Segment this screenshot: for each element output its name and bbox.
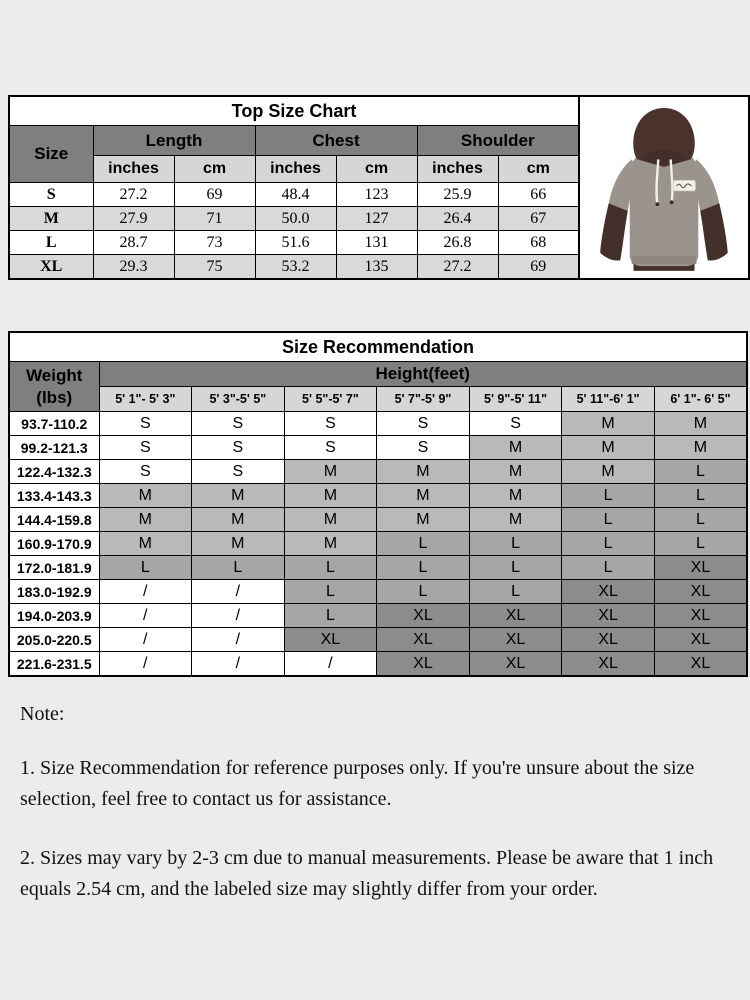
table-row [9, 508, 747, 532]
size-reco-cell: S [192, 436, 285, 460]
size-recommendation-body [9, 412, 747, 677]
size-reco-cell: L [654, 484, 747, 508]
note-section [20, 703, 734, 906]
weight-header-line2: (lbs) [36, 387, 73, 407]
size-reco-cell: L [562, 484, 655, 508]
size-reco-cell: XL [377, 652, 470, 677]
size-reco-cell: L [469, 556, 562, 580]
measurement-cell: 66 [498, 183, 579, 207]
size-recommendation-table [8, 331, 748, 677]
table-row [9, 604, 747, 628]
drawstring-tip-left [655, 202, 659, 206]
measurement-cell: 26.4 [417, 207, 498, 231]
measurement-cell: 135 [336, 255, 417, 280]
size-reco-cell: M [99, 484, 192, 508]
weight-range: 133.4-143.3 [9, 484, 99, 508]
size-reco-cell: M [99, 532, 192, 556]
size-reco-cell: XL [654, 652, 747, 677]
weight-range: 144.4-159.8 [9, 508, 99, 532]
measurement-cell: 28.7 [93, 231, 174, 255]
size-reco-cell: S [377, 436, 470, 460]
table-row [9, 580, 747, 604]
weight-range: 194.0-203.9 [9, 604, 99, 628]
measurement-cell: 51.6 [255, 231, 336, 255]
weight-range: 122.4-132.3 [9, 460, 99, 484]
hoodie-hem-band [632, 255, 697, 264]
weight-range: 99.2-121.3 [9, 436, 99, 460]
unit-header: inches [93, 156, 174, 183]
size-reco-cell: / [192, 628, 285, 652]
unit-header: inches [255, 156, 336, 183]
weight-range: 221.6-231.5 [9, 652, 99, 677]
size-column-header: Size [9, 126, 93, 183]
size-reco-cell: XL [377, 604, 470, 628]
weight-range: 205.0-220.5 [9, 628, 99, 652]
size-reco-cell: L [99, 556, 192, 580]
size-reco-cell: S [284, 436, 377, 460]
size-reco-cell: XL [469, 604, 562, 628]
size-reco-cell: / [99, 604, 192, 628]
size-reco-cell: M [469, 436, 562, 460]
measurement-cell: 69 [498, 255, 579, 280]
size-reco-cell: M [562, 460, 655, 484]
table-row [9, 255, 579, 280]
size-reco-cell: XL [654, 628, 747, 652]
size-reco-cell: M [562, 412, 655, 436]
size-reco-cell: L [284, 580, 377, 604]
measurement-cell: 69 [174, 183, 255, 207]
size-reco-cell: XL [562, 604, 655, 628]
measurement-cell: 73 [174, 231, 255, 255]
size-reco-cell: M [377, 460, 470, 484]
size-reco-cell: M [284, 508, 377, 532]
size-reco-cell: XL [654, 580, 747, 604]
hoodie-product-image [584, 99, 744, 277]
size-reco-cell: L [377, 556, 470, 580]
group-header-row [9, 126, 579, 156]
unit-header: cm [174, 156, 255, 183]
size-reco-cell: S [284, 412, 377, 436]
size-reco-cell: M [192, 508, 285, 532]
weight-header-line1: Weight [26, 366, 83, 386]
size-reco-cell: XL [562, 652, 655, 677]
table-row [9, 628, 747, 652]
height-group-header: Height(feet) [99, 362, 747, 387]
hoodie-neck-opening [644, 150, 684, 163]
measurement-cell: 50.0 [255, 207, 336, 231]
size-reco-cell: L [284, 556, 377, 580]
chest-group-header: Chest [255, 126, 417, 156]
height-range-header: 5' 3"-5' 5" [192, 387, 285, 412]
size-reco-cell: XL [377, 628, 470, 652]
unit-header: cm [336, 156, 417, 183]
measurement-cell: 27.2 [417, 255, 498, 280]
header-row-1 [9, 362, 747, 387]
size-reco-cell: M [469, 508, 562, 532]
size-reco-cell: L [562, 556, 655, 580]
size-reco-cell: / [99, 628, 192, 652]
size-reco-cell: S [469, 412, 562, 436]
size-reco-cell: S [377, 412, 470, 436]
size-reco-cell: XL [284, 628, 377, 652]
table-title-row [9, 96, 579, 126]
top-size-chart-body [9, 183, 579, 280]
measurement-cell: 71 [174, 207, 255, 231]
weight-range: 93.7-110.2 [9, 412, 99, 436]
size-reco-cell: L [469, 532, 562, 556]
size-label: XL [9, 255, 93, 280]
height-range-header: 5' 9"-5' 11" [469, 387, 562, 412]
height-range-header: 5' 5"-5' 7" [284, 387, 377, 412]
height-range-header: 5' 7"-5' 9" [377, 387, 470, 412]
size-reco-cell: M [192, 484, 285, 508]
table-row [9, 412, 747, 436]
size-reco-cell: / [192, 604, 285, 628]
measurement-cell: 131 [336, 231, 417, 255]
size-reco-cell: / [99, 580, 192, 604]
size-reco-cell: / [192, 580, 285, 604]
size-reco-cell: L [654, 532, 747, 556]
measurement-cell: 67 [498, 207, 579, 231]
measurement-cell: 127 [336, 207, 417, 231]
table-row [9, 556, 747, 580]
size-reco-cell: S [99, 460, 192, 484]
size-reco-cell: M [469, 460, 562, 484]
height-range-header: 5' 11"-6' 1" [562, 387, 655, 412]
size-reco-cell: L [377, 532, 470, 556]
size-reco-cell: S [192, 460, 285, 484]
size-reco-cell: L [562, 508, 655, 532]
table-row [9, 436, 747, 460]
measurement-cell: 123 [336, 183, 417, 207]
table-row [9, 484, 747, 508]
size-reco-cell: / [192, 652, 285, 677]
measurement-cell: 75 [174, 255, 255, 280]
size-label: M [9, 207, 93, 231]
size-reco-cell: L [192, 556, 285, 580]
size-reco-cell: / [99, 652, 192, 677]
weight-column-header [9, 362, 99, 412]
height-ranges-row [9, 387, 747, 412]
size-reco-cell: L [377, 580, 470, 604]
size-reco-cell: M [284, 460, 377, 484]
unit-header: cm [498, 156, 579, 183]
measurement-cell: 27.9 [93, 207, 174, 231]
size-reco-cell: M [654, 436, 747, 460]
note-heading: Note: [20, 703, 65, 725]
size-reco-cell: M [284, 484, 377, 508]
size-reco-cell: XL [469, 628, 562, 652]
shoulder-group-header: Shoulder [417, 126, 579, 156]
table-row [9, 532, 747, 556]
size-reco-cell: M [192, 532, 285, 556]
table-row [9, 231, 579, 255]
measurement-cell: 53.2 [255, 255, 336, 280]
weight-range: 172.0-181.9 [9, 556, 99, 580]
size-reco-cell: XL [469, 652, 562, 677]
size-reco-cell: S [99, 436, 192, 460]
table-title-row [9, 332, 747, 362]
size-reco-cell: M [654, 412, 747, 436]
hoodie-body [630, 157, 699, 266]
size-reco-cell: XL [562, 580, 655, 604]
table-row [9, 183, 579, 207]
size-reco-cell: XL [562, 628, 655, 652]
size-reco-cell: M [377, 508, 470, 532]
size-reco-cell: M [377, 484, 470, 508]
size-reco-cell: XL [654, 604, 747, 628]
size-reco-cell: L [562, 532, 655, 556]
table-row [9, 652, 747, 677]
measurement-cell: 29.3 [93, 255, 174, 280]
product-photo-frame [580, 95, 750, 280]
size-reco-cell: S [192, 412, 285, 436]
table-row [9, 460, 747, 484]
weight-range: 160.9-170.9 [9, 532, 99, 556]
top-size-chart-title: Top Size Chart [9, 96, 579, 126]
weight-range: 183.0-192.9 [9, 580, 99, 604]
measurement-cell: 25.9 [417, 183, 498, 207]
top-size-chart-table [8, 95, 580, 280]
length-group-header: Length [93, 126, 255, 156]
size-reco-cell: M [469, 484, 562, 508]
size-reco-cell: L [654, 508, 747, 532]
units-row [9, 156, 579, 183]
measurement-cell: 48.4 [255, 183, 336, 207]
note-item-1: 1. Size Recommendation for reference purposes only. If you're unsure about the size selection, feel free to contact us for assistance. [20, 757, 695, 811]
measurement-cell: 27.2 [93, 183, 174, 207]
top-size-chart-section [8, 95, 750, 280]
note-item-2: 2. Sizes may vary by 2-3 cm due to manual measurements. Please be aware that 1 inch equals 2.54 cm, and the labeled size may slightly differ from your order. [20, 846, 714, 901]
height-range-header: 5' 1"- 5' 3" [99, 387, 192, 412]
height-range-header: 6' 1"- 6' 5" [654, 387, 747, 412]
drawstring-tip-right [670, 200, 674, 204]
size-reco-cell: M [99, 508, 192, 532]
size-recommendation-title: Size Recommendation [9, 332, 747, 362]
measurement-cell: 68 [498, 231, 579, 255]
size-reco-cell: / [284, 652, 377, 677]
measurement-cell: 26.8 [417, 231, 498, 255]
size-reco-cell: XL [654, 556, 747, 580]
size-label: S [9, 183, 93, 207]
size-reco-cell: M [562, 436, 655, 460]
size-reco-cell: L [654, 460, 747, 484]
unit-header: inches [417, 156, 498, 183]
size-label: L [9, 231, 93, 255]
size-reco-cell: M [284, 532, 377, 556]
size-reco-cell: S [99, 412, 192, 436]
size-reco-cell: L [469, 580, 562, 604]
size-reco-cell: L [284, 604, 377, 628]
table-row [9, 207, 579, 231]
